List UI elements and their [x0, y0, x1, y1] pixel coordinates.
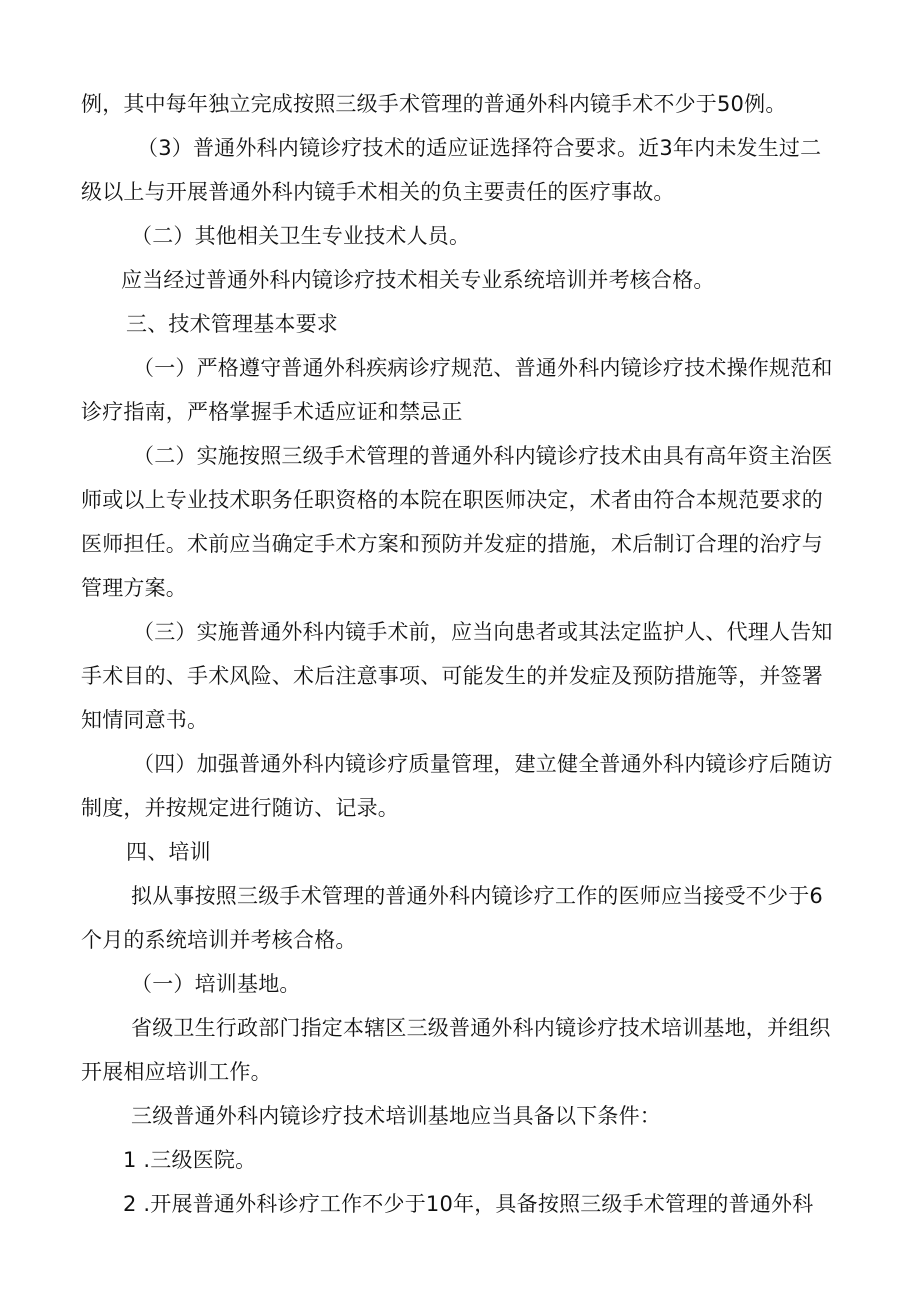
text-line: （一）严格遵守普通外科疾病诊疗规范、普通外科内镜诊疗技术操作规范和	[133, 356, 833, 380]
text-line: 拟从事按照三级手术管理的普通外科内镜诊疗工作的医师应当接受不少于6	[131, 884, 823, 908]
text-line: 管理方案。	[81, 576, 187, 600]
section-heading: （二）其他相关卫生专业技术人员。	[131, 224, 471, 248]
text-line: 知情同意书。	[81, 708, 209, 732]
text-line: 手术目的、手术风险、术后注意事项、可能发生的并发症及预防措施等，并签署	[81, 664, 823, 688]
text-line: 应当经过普通外科内镜诊疗技术相关专业系统培训并考核合格。	[121, 268, 715, 292]
text-line: 师或以上专业技术职务任职资格的本院在职医师决定，术者由符合本规范要求的	[81, 488, 823, 512]
section-heading: （一）培训基地。	[131, 972, 301, 996]
text-line: 级以上与开展普通外科内镜手术相关的负主要责任的医疗事故。	[81, 180, 675, 204]
text-line: 个月的系统培训并考核合格。	[81, 928, 357, 952]
text-line: （3）普通外科内镜诊疗技术的适应证选择符合要求。近3年内未发生过二	[137, 136, 822, 160]
list-item: 2 .开展普通外科诊疗工作不少于10年，具备按照三级手术管理的普通外科	[123, 1192, 814, 1216]
text-line: 三级普通外科内镜诊疗技术培训基地应当具备以下条件：	[131, 1104, 661, 1128]
text-line: （四）加强普通外科内镜诊疗质量管理，建立健全普通外科内镜诊疗后随访	[133, 752, 833, 776]
text-line: 开展相应培训工作。	[81, 1060, 272, 1084]
text-line: 例，其中每年独立完成按照三级手术管理的普通外科内镜手术不少于50例。	[81, 92, 787, 116]
text-line: 医师担任。术前应当确定手术方案和预防并发症的措施，术后制订合理的治疗与	[81, 532, 823, 556]
text-line: 省级卫生行政部门指定本辖区三级普通外科内镜诊疗技术培训基地，并组织	[131, 1016, 831, 1040]
text-line: （二）实施按照三级手术管理的普通外科内镜诊疗技术由具有高年资主治医	[133, 444, 833, 468]
text-line: 制度，并按规定进行随访、记录。	[81, 796, 399, 820]
text-line: （三）实施普通外科内镜手术前，应当向患者或其法定监护人、代理人告知	[133, 620, 833, 644]
chapter-heading: 四、培训	[126, 840, 211, 864]
list-item: 1 .三级医院。	[123, 1148, 257, 1172]
text-line: 诊疗指南，严格掌握手术适应证和禁忌正	[81, 400, 463, 424]
chapter-heading: 三、技术管理基本要求	[126, 312, 338, 336]
